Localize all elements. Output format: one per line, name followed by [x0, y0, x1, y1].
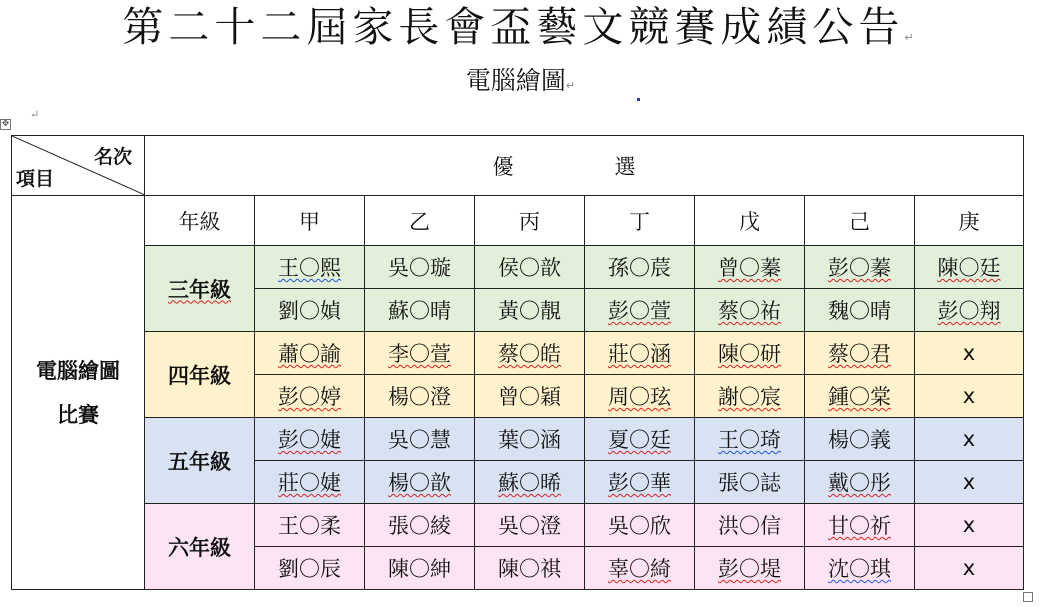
student-name: 楊〇澄	[388, 385, 451, 409]
student-name: 曾〇穎	[498, 385, 561, 409]
student-name: 陳〇紳	[388, 557, 451, 581]
student-name: 葉〇涵	[498, 428, 561, 452]
name-cell	[475, 504, 585, 547]
student-name: 蘇〇晞	[498, 471, 561, 495]
name-cell	[475, 332, 585, 375]
corner-header-cell	[12, 136, 145, 196]
grade-label: 六年級	[168, 534, 231, 560]
name-cell	[805, 375, 915, 418]
category-line2: 比賽	[57, 401, 99, 427]
name-cell	[585, 289, 695, 332]
student-name: x	[962, 470, 976, 494]
title-text: 第二十二屆家長會盃藝文競賽成績公告	[122, 3, 905, 51]
student-name: 辜〇綺	[608, 557, 671, 581]
student-name: 莊〇婕	[278, 471, 341, 495]
class-label: 乙	[409, 209, 430, 234]
class-label: 甲	[299, 209, 320, 234]
item-label: 項目	[16, 168, 55, 190]
grade-label-cell	[145, 332, 255, 418]
class-header-cell	[475, 196, 585, 246]
student-name: 張〇綾	[388, 514, 451, 538]
class-label: 戊	[739, 209, 760, 234]
category-cell	[12, 196, 145, 590]
name-cell	[915, 461, 1024, 504]
name-cell	[365, 332, 475, 375]
rank-label: 名次	[93, 146, 132, 168]
name-cell	[365, 246, 475, 289]
name-cell	[695, 461, 805, 504]
table-row	[12, 418, 1024, 461]
name-cell	[585, 461, 695, 504]
name-cell	[255, 418, 365, 461]
name-cell	[475, 547, 585, 590]
name-cell	[365, 547, 475, 590]
name-cell	[365, 289, 475, 332]
student-name: 楊〇義	[828, 428, 891, 452]
student-name: 陳〇祺	[498, 557, 561, 581]
name-cell	[915, 418, 1024, 461]
student-name: x	[962, 384, 976, 408]
student-name: 彭〇婕	[278, 428, 341, 452]
resize-handle-icon[interactable]	[1023, 592, 1033, 602]
name-cell	[585, 246, 695, 289]
student-name: 陳〇廷	[937, 256, 1001, 280]
name-cell	[585, 547, 695, 590]
name-cell	[695, 246, 805, 289]
student-name: 蔡〇君	[828, 342, 891, 366]
name-cell	[805, 461, 915, 504]
name-cell	[695, 504, 805, 547]
student-name: 沈〇琪	[828, 557, 891, 581]
name-cell	[475, 461, 585, 504]
name-cell	[915, 375, 1024, 418]
name-cell	[695, 375, 805, 418]
name-cell	[255, 332, 365, 375]
student-name: 戴〇彤	[828, 471, 891, 495]
name-cell	[805, 246, 915, 289]
name-cell	[915, 547, 1024, 590]
class-label: 丙	[519, 209, 540, 234]
name-cell	[475, 289, 585, 332]
class-header-cell	[585, 196, 695, 246]
student-name: 彭〇婷	[278, 385, 341, 409]
student-name: 蔡〇皓	[498, 342, 561, 366]
category-line1: 電腦繪圖	[36, 357, 120, 383]
return-arrow-icon: ↵	[30, 108, 40, 121]
grade-column-header	[145, 196, 255, 246]
student-name: 李〇萱	[388, 342, 451, 366]
class-label: 丁	[629, 209, 650, 234]
student-name: 孫〇莀	[608, 256, 671, 280]
name-cell	[915, 246, 1024, 289]
name-cell	[915, 289, 1024, 332]
name-cell	[365, 375, 475, 418]
student-name: 吳〇澄	[498, 514, 561, 538]
student-name: 鍾〇棠	[828, 385, 891, 409]
name-cell	[805, 547, 915, 590]
name-cell	[915, 332, 1024, 375]
grade-label-cell	[145, 246, 255, 332]
results-table	[11, 135, 1024, 590]
name-cell	[695, 332, 805, 375]
student-name: 侯〇歆	[498, 256, 561, 280]
name-cell	[695, 547, 805, 590]
student-name: 吳〇慧	[388, 428, 451, 452]
student-name: 彭〇翔	[937, 299, 1001, 323]
name-cell	[255, 461, 365, 504]
student-name: 蕭〇諭	[278, 342, 341, 366]
grade-label: 五年級	[168, 448, 231, 474]
class-header-cell	[805, 196, 915, 246]
student-name: 王〇柔	[278, 514, 341, 538]
student-name: 謝〇宸	[718, 385, 781, 409]
name-cell	[585, 418, 695, 461]
name-cell	[805, 332, 915, 375]
student-name: 黃〇靚	[498, 299, 561, 323]
name-cell	[805, 289, 915, 332]
student-name: 張〇誌	[718, 471, 781, 495]
class-header-cell	[915, 196, 1024, 246]
class-label: 庚	[958, 209, 980, 234]
name-cell	[255, 504, 365, 547]
student-name: 洪〇信	[718, 514, 781, 538]
student-name: 吳〇璇	[388, 256, 451, 280]
student-name: x	[962, 427, 976, 451]
name-cell	[805, 504, 915, 547]
class-label: 己	[849, 209, 870, 234]
name-cell	[585, 332, 695, 375]
name-cell	[695, 289, 805, 332]
name-cell	[585, 375, 695, 418]
student-name: 蔡〇祐	[718, 299, 781, 323]
name-cell	[585, 504, 695, 547]
student-name: 彭〇堤	[718, 557, 781, 581]
table-row	[12, 504, 1024, 547]
grade-label: 四年級	[168, 362, 231, 388]
class-header-cell	[365, 196, 475, 246]
grade-label-cell	[145, 504, 255, 590]
name-cell	[805, 418, 915, 461]
student-name: 彭〇萱	[608, 299, 671, 323]
name-cell	[255, 547, 365, 590]
class-header-cell	[695, 196, 805, 246]
name-cell	[915, 504, 1024, 547]
award-header: 優 選	[492, 154, 676, 179]
student-name: 彭〇華	[608, 471, 671, 495]
student-name: 王〇琦	[718, 428, 781, 452]
student-name: 甘〇祈	[828, 514, 891, 538]
name-cell	[365, 504, 475, 547]
student-name: x	[962, 556, 976, 580]
student-name: 吳〇欣	[608, 514, 671, 538]
stray-dot	[637, 98, 640, 101]
name-cell	[255, 289, 365, 332]
student-name: 彭〇蓁	[828, 256, 891, 280]
name-cell	[475, 375, 585, 418]
name-cell	[255, 246, 365, 289]
student-name: 劉〇媜	[278, 299, 341, 323]
name-cell	[365, 418, 475, 461]
document-title	[0, 4, 1041, 61]
student-name: x	[962, 341, 976, 365]
student-name: 蘇〇晴	[388, 299, 451, 323]
student-name: 莊〇涵	[608, 342, 671, 366]
student-name: 魏〇晴	[828, 299, 891, 323]
grade-label-cell	[145, 418, 255, 504]
name-cell	[475, 418, 585, 461]
grade-label: 三年級	[168, 276, 231, 302]
student-name: x	[962, 513, 976, 537]
move-handle-icon[interactable]: ✥	[1, 119, 10, 129]
student-name: 王〇熙	[278, 256, 341, 280]
student-name: 劉〇辰	[278, 557, 341, 581]
name-cell	[475, 246, 585, 289]
student-name: 陳〇研	[718, 342, 781, 366]
student-name: 曾〇蓁	[718, 256, 781, 280]
student-name: 楊〇歆	[388, 471, 451, 495]
class-header-cell	[255, 196, 365, 246]
name-cell	[255, 375, 365, 418]
grade-column-label: 年級	[178, 209, 221, 234]
return-arrow-icon: ↵	[904, 31, 919, 44]
subtitle-text: 電腦繪圖	[465, 66, 566, 95]
student-name: 周〇玹	[608, 385, 671, 409]
return-arrow-icon: ↵	[565, 79, 576, 92]
name-cell	[695, 418, 805, 461]
table-row	[12, 246, 1024, 289]
document-subtitle	[0, 64, 1041, 103]
table-row	[12, 332, 1024, 375]
award-header-cell	[145, 136, 1024, 196]
student-name: 夏〇廷	[608, 428, 671, 452]
name-cell	[365, 461, 475, 504]
